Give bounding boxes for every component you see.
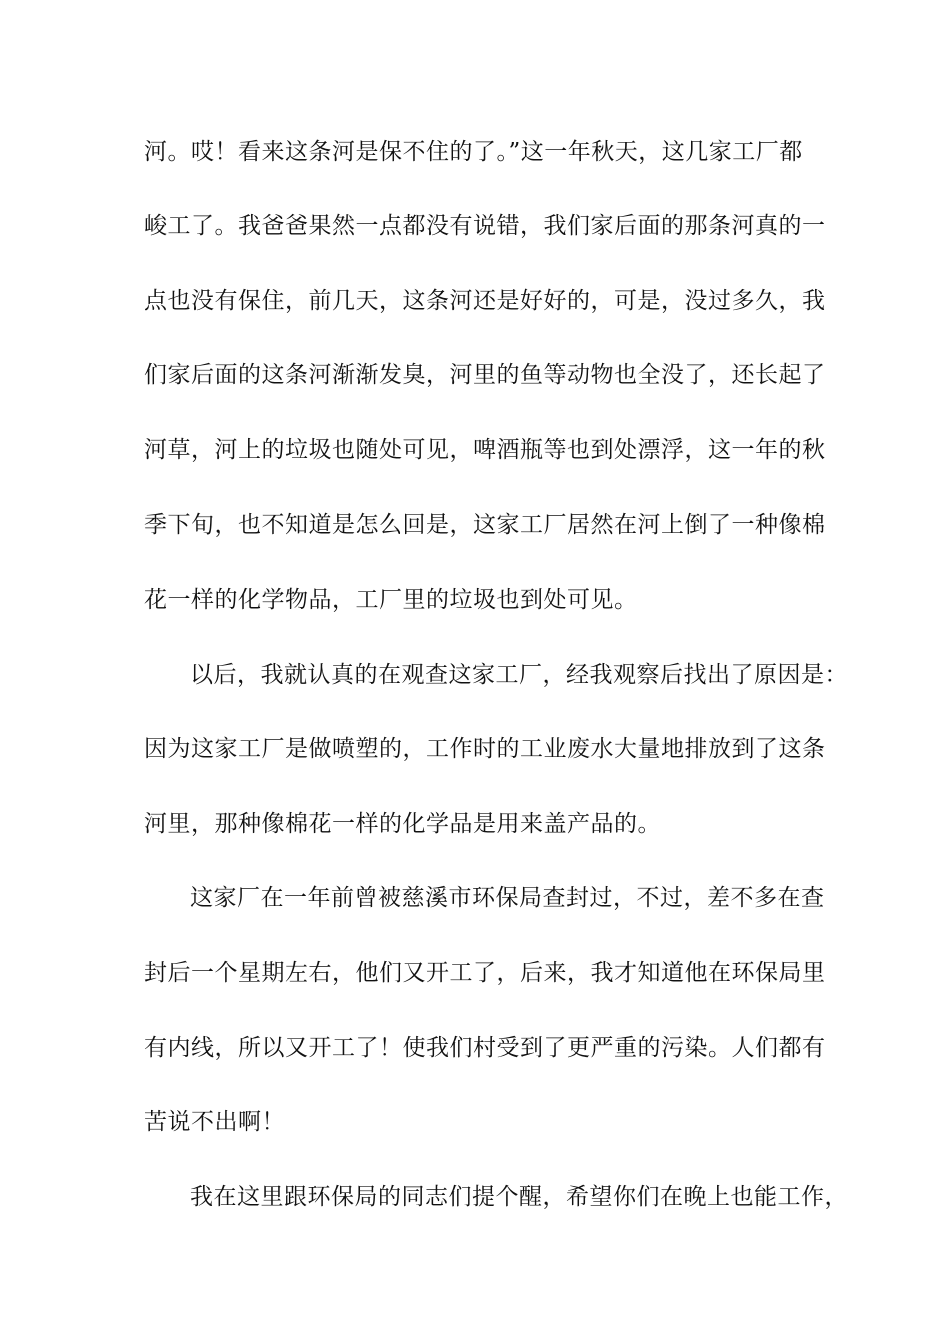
text-line: 有内线，所以又开工了！使我们村受到了更严重的污染。人们都有 — [144, 1035, 826, 1061]
text-line: 河草，河上的垃圾也随处可见，啤酒瓶等也到处漂浮，这一年的秋 — [144, 437, 826, 463]
text-line: 河。哎！看来这条河是保不住的了。”这一年秋天，这几家工厂都 — [144, 139, 803, 165]
text-line: 花一样的化学物品，工厂里的垃圾也到处可见。 — [144, 587, 638, 613]
text-line: 们家后面的这条河渐渐发臭，河里的鱼等动物也全没了，还长起了 — [144, 362, 826, 388]
text-line: 河里，那种像棉花一样的化学品是用来盖产品的。 — [144, 811, 661, 837]
text-line: 封后一个星期左右，他们又开工了，后来，我才知道他在环保局里 — [144, 960, 826, 986]
text-line: 峻工了。我爸爸果然一点都没有说错，我们家后面的那条河真的一 — [144, 213, 826, 239]
paragraph-first-line: 我在这里跟环保局的同志们提个醒，希望你们在晚上也能工作， — [190, 1184, 848, 1210]
text-line: 因为这家工厂是做喷塑的，工作时的工业废水大量地排放到了这条 — [144, 736, 826, 762]
paragraph-first-line: 这家厂在一年前曾被慈溪市环保局查封过，不过，差不多在查 — [190, 885, 825, 911]
text-line: 季下旬，也不知道是怎么回是，这家工厂居然在河上倒了一种像棉 — [144, 512, 826, 538]
text-line: 苦说不出啊！ — [144, 1109, 285, 1135]
text-line: 点也没有保住，前几天，这条河还是好好的，可是，没过多久，我 — [144, 288, 826, 314]
paragraph-first-line: 以后，我就认真的在观查这家工厂，经我观察后找出了原因是： — [190, 662, 848, 688]
